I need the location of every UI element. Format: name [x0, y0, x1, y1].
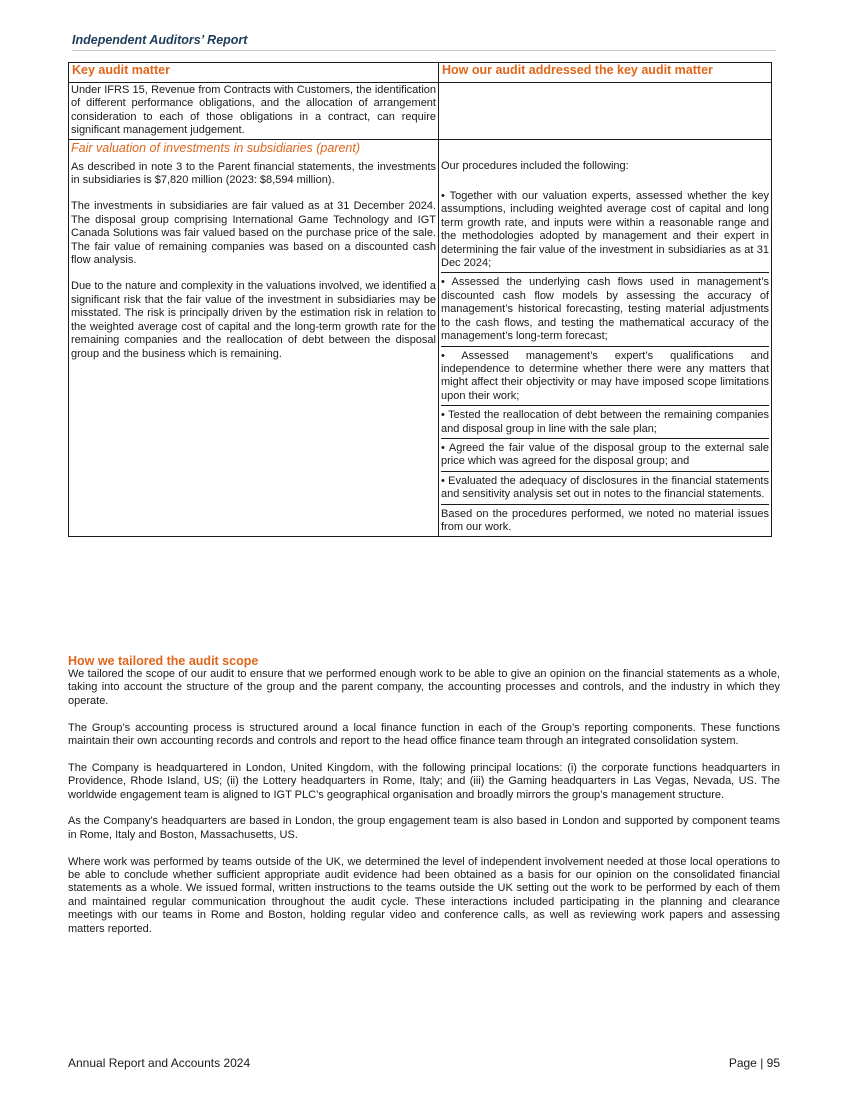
section-heading: How we tailored the audit scope	[68, 654, 259, 668]
matter-paragraph: Due to the nature and complexity in the valuations involved, we identified a significant risk that the fair value of the investment in subsidiaries may be misstated. The risk is principally driven by the estimation risk in relation to the weighted average cost of capital and the long-term growth rate for the remaining companies and the reallocation of debt between the disposal group and the business which is remaining.	[71, 280, 436, 360]
table-row	[69, 139, 772, 537]
body-paragraph: Where work was performed by teams outside of the UK, we determined the level of independent involvement needed at those local operations to be able to conclude whether sufficient appropriate audit evidence had been obtained as a basis for our opinion on the consolidated financial statements as a whole. We issued formal, written instructions to the teams outside the UK setting out the work to be performed by each of them and maintained regular communication throughout the audit cycle. These interactions included participating in the planning and clearance meetings with our teams in Rome and Boston, holding regular video and conference calls, as well as reviewing work papers and assessing matters reported.	[68, 855, 780, 935]
procedure-item: • Together with our valuation experts, assessed whether the key assumptions, including weighted average cost of capital and long term growth rate, and inputs were within a reasonable range and the methodologies adopted by management and their expert in determining the fair value of the investment in subsidiaries as at 31 Dec 2024;	[441, 190, 769, 270]
procedure-item: • Tested the reallocation of debt between the remaining companies and disposal group in line with the sale plan;	[441, 405, 769, 438]
table-header-row	[69, 63, 772, 83]
key-audit-matters-table	[68, 62, 772, 537]
matter-paragraph: As described in note 3 to the Parent financial statements, the investments in subsidiaries is $7,820 million (2023: $8,594 million).	[71, 160, 436, 187]
matter-paragraph: The investments in subsidiaries are fair valued as at 31 December 2024. The disposal group comprising International Game Technology and IGT Canada Solutions was fair valued based on the purchase price of the sale. The fair value of remaining companies was based on a discounted cash flow analysis.	[71, 200, 436, 267]
investment-matter-cell	[69, 139, 439, 537]
table-row	[69, 83, 772, 140]
procedure-item: • Evaluated the adequacy of disclosures in the financial statements and sensitivity analysis set out in notes to the financial statements.	[441, 471, 769, 504]
procedure-item: • Agreed the fair value of the disposal group to the external sale price which was agreed for the disposal group; and	[441, 438, 769, 471]
procedure-item: • Assessed management’s expert’s qualifications and independence to determine whether there were any matters that might affect their objectivity or may have imposed scope limitations upon their work;	[441, 346, 769, 406]
report-header: Independent Auditors’ Report	[72, 33, 776, 51]
body-paragraph: As the Company’s headquarters are based in London, the group engagement team is also based in London and supported by component teams in Rome, Italy and Boston, Massachusetts, US.	[68, 815, 780, 841]
body-paragraph: The Company is headquartered in London, United Kingdom, with the following principal locations: (i) the corporate functions headquarters in Providence, Rhode Island, US; (ii) the Lottery headquarters in Rome, Italy; and (iii) the Gaming headquarters in Las Vegas, Nevada, US. The worldwide engagement team is aligned to IGT PLC’s geographical organisation and broadly mirrors the group’s management structure.	[68, 761, 780, 801]
col-header-key-audit-matter: Key audit matter	[69, 63, 439, 83]
audit-scope-section	[68, 654, 780, 949]
footer-page-number: Page | 95	[728, 1056, 780, 1070]
procedures-intro: Our procedures included the following:	[441, 159, 629, 172]
body-paragraph: We tailored the scope of our audit to ensure that we performed enough work to be able to give an opinion on the financial statements as a whole, taking into account the structure of the group and the parent company, the accounting processes and controls, and the industry in which they operate.	[68, 668, 780, 707]
procedure-item: • Assessed the underlying cash flows used in management’s discounted cash flow models by assessing the accuracy of management’s historical forecasting, testing material adjustments to the cash flows, and testing the mathematical accuracy of the management’s long-term forecast;	[441, 272, 769, 345]
procedure-conclusion: Based on the procedures performed, we noted no material issues from our work.	[441, 504, 769, 537]
col-header-audit-response: How our audit addressed the key audit matter	[439, 63, 772, 83]
body-paragraph: The Group’s accounting process is structured around a local finance function in each of the Group’s reporting components. These functions maintain their own accounting records and controls and report to the head office finance team through an integrated consolidation system.	[68, 721, 780, 748]
investment-response-cell	[439, 139, 772, 537]
revenue-matter-cell: Under IFRS 15, Revenue from Contracts with Customers, the identification of different performance obligations, and the allocation of arrangement consideration to each of those obligations in a contract, can require significant management judgement.	[69, 83, 439, 140]
matter-subheading: Fair valuation of investments in subsidiaries (parent)	[71, 140, 361, 155]
revenue-response-cell	[439, 83, 772, 140]
footer-report-title: Annual Report and Accounts 2024	[68, 1056, 251, 1070]
